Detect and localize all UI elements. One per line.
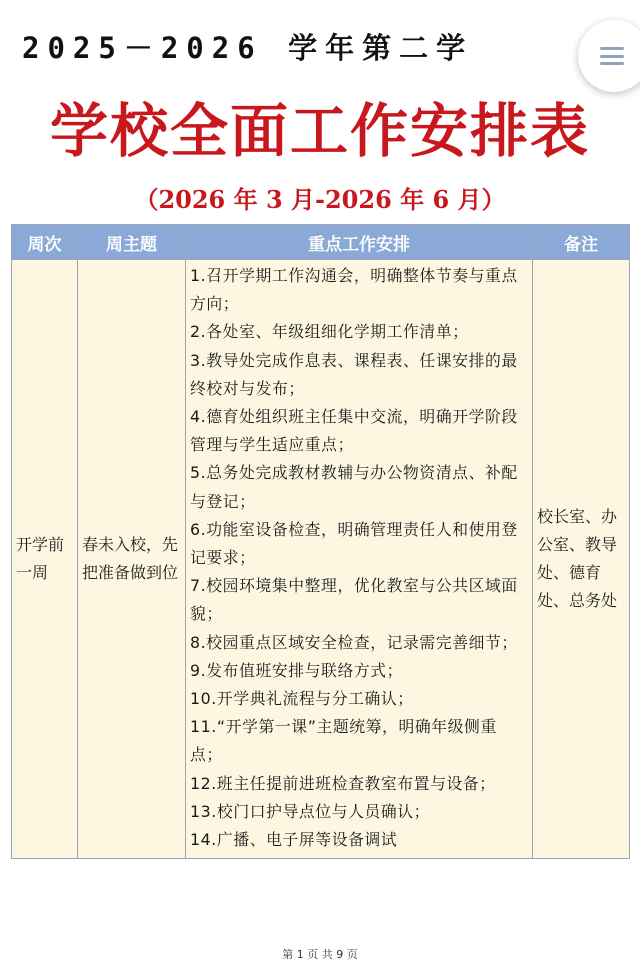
work-plan-table	[11, 224, 630, 859]
task-item: 6.功能室设备检查，明确管理责任人和使用登记要求；	[190, 519, 518, 568]
tasks-cell	[186, 260, 533, 859]
task-item: 10.开学典礼流程与分工确认；	[190, 689, 414, 709]
task-item: 8.校园重点区域安全检查，记录需完善细节；	[190, 632, 518, 652]
task-item: 2.各处室、年级组细化学期工作清单；	[190, 322, 469, 342]
task-item: 14.广播、电子屏等设备调试	[190, 830, 398, 850]
task-item: 9.发布值班安排与联络方式；	[190, 660, 404, 680]
date-range: （2026 年 3 月-2026 年 6 月）	[134, 185, 506, 214]
hamburger-menu-icon	[600, 47, 624, 65]
page-footer: 第 1 页 共 9 页	[282, 948, 358, 961]
header-week: 周次	[12, 225, 78, 260]
header-tasks: 重点工作安排	[186, 225, 533, 260]
task-item: 12.班主任提前进班检查教室布置与设备；	[190, 773, 496, 793]
table-header-row	[12, 225, 630, 260]
menu-button[interactable]	[578, 20, 640, 92]
notes-cell: 校长室、办公室、教导处、德育处、总务处	[533, 260, 630, 859]
task-item: 3.教导处完成作息表、课程表、任课安排的最终校对与发布；	[190, 350, 518, 398]
task-item: 11.“开学第一课”主题统筹，明确年级侧重点；	[190, 717, 497, 765]
theme-cell: 春未入校，先把准备做到位	[78, 260, 186, 859]
task-item: 1.召开学期工作沟通会，明确整体节奏与重点方向；	[190, 266, 518, 314]
school-year-heading: 2025－2026 学年第二学	[22, 31, 474, 65]
task-item: 7.校园环境集中整理，优化教室与公共区域面貌；	[190, 576, 518, 624]
header-theme: 周主题	[78, 225, 186, 260]
week-cell: 开学前一周	[12, 260, 78, 859]
task-item: 4.德育处组织班主任集中交流，明确开学阶段管理与学生适应重点；	[190, 407, 518, 455]
task-item: 5.总务处完成教材教辅与办公物资清点、补配与登记；	[190, 463, 518, 511]
table-row	[12, 260, 630, 859]
header-notes: 备注	[533, 225, 630, 260]
task-item: 13.校门口护导点位与人员确认；	[190, 801, 431, 821]
page-title: 学校全面工作安排表	[49, 97, 590, 165]
